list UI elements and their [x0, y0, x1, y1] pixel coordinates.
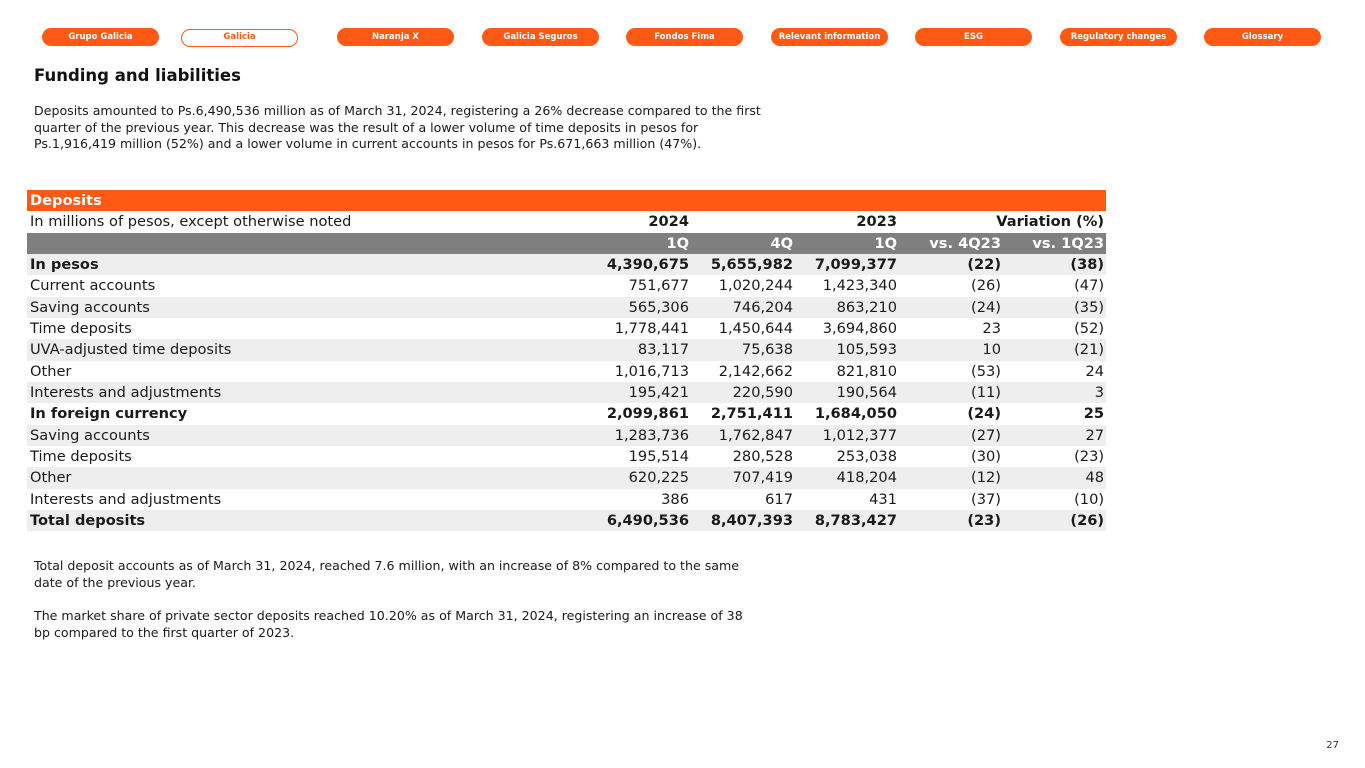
cell-value: (38) — [1003, 254, 1106, 275]
row-label: UVA-adjusted time deposits — [27, 339, 567, 360]
nav-tab-relevant-information[interactable]: Relevant information — [771, 28, 888, 46]
cell-value: 5,655,982 — [691, 254, 795, 275]
row-label: Interests and adjustments — [27, 382, 567, 403]
cell-value: 565,306 — [567, 297, 691, 318]
row-label: Time deposits — [30, 448, 132, 466]
cell-value: (10) — [1074, 490, 1105, 508]
cell-value: 386 — [661, 490, 689, 508]
table-units-row — [27, 211, 1106, 232]
cell-value: (35) — [1003, 297, 1106, 318]
row-label: Saving accounts — [27, 425, 567, 446]
cell-value: 25 — [1083, 405, 1105, 423]
cell-value: (47) — [1074, 277, 1105, 295]
deposits-table — [27, 190, 1106, 531]
cell-value: (52) — [1074, 320, 1105, 338]
nav-tab-naranja-x[interactable]: Naranja X — [337, 28, 454, 46]
table-row — [27, 446, 1106, 467]
cell-value: 2,099,861 — [606, 405, 689, 423]
cell-value: 751,677 — [628, 277, 689, 295]
year-2023-header: 2023 — [795, 211, 899, 232]
period-header: 4Q — [691, 233, 795, 254]
cell-value: (24) — [899, 297, 1003, 318]
row-label: Other — [30, 362, 72, 380]
table-row — [27, 382, 1106, 403]
cell-value: 1,778,441 — [614, 320, 689, 338]
period-header: 1Q — [567, 233, 691, 254]
row-label: Interests and adjustments — [30, 490, 222, 508]
nav-tab-esg[interactable]: ESG — [915, 28, 1032, 46]
table-title: Deposits — [27, 190, 1106, 211]
cell-value: 253,038 — [836, 448, 897, 466]
cell-value: 617 — [765, 490, 793, 508]
cell-value: 23 — [982, 320, 1001, 338]
cell-value: 1,684,050 — [814, 405, 897, 423]
cell-value: 821,810 — [836, 362, 897, 380]
nav-tab-grupo-galicia[interactable]: Grupo Galicia — [42, 28, 159, 46]
cell-value: 190,564 — [795, 382, 899, 403]
cell-value: (37) — [971, 490, 1001, 508]
nav-tab-galicia-seguros[interactable]: Galicia Seguros — [482, 28, 599, 46]
cell-value: 195,514 — [628, 448, 689, 466]
cell-value: 3 — [1003, 382, 1106, 403]
cell-value: 1,423,340 — [822, 277, 897, 295]
cell-value: 1,020,244 — [718, 277, 793, 295]
cell-value: 48 — [1003, 467, 1106, 488]
year-2024-header: 2024 — [567, 211, 691, 232]
cell-value: 3,694,860 — [822, 320, 897, 338]
table-row — [27, 339, 1106, 360]
table-row — [27, 275, 1106, 296]
row-label: Time deposits — [30, 320, 132, 338]
market-share-note: The market share of private sector deposits reached 10.20% as of March 31, 2024, registering an increase of 38 bp compared to the first quarter of 2023. — [34, 608, 743, 640]
cell-value: 746,204 — [691, 297, 795, 318]
cell-value: 8,783,427 — [795, 510, 899, 531]
cell-value: 1,450,644 — [718, 320, 793, 338]
cell-value: 83,117 — [567, 339, 691, 360]
cell-value: (26) — [1003, 510, 1106, 531]
table-period-row — [27, 233, 1106, 254]
cell-value: 75,638 — [691, 339, 795, 360]
cell-value: 27 — [1003, 425, 1106, 446]
cell-value: (26) — [971, 277, 1001, 295]
cell-value: 7,099,377 — [795, 254, 899, 275]
row-label: Saving accounts — [27, 297, 567, 318]
period-header: vs. 4Q23 — [899, 233, 1003, 254]
page-title: Funding and liabilities — [34, 66, 241, 85]
table-row — [27, 361, 1106, 382]
cell-value: 280,528 — [732, 448, 793, 466]
cell-value: 620,225 — [567, 467, 691, 488]
page-number: 27 — [1326, 740, 1339, 751]
table-row — [27, 425, 1106, 446]
cell-value: (30) — [971, 448, 1001, 466]
cell-value: 220,590 — [691, 382, 795, 403]
cell-value: 431 — [869, 490, 897, 508]
row-label: In foreign currency — [30, 405, 188, 423]
cell-value: (24) — [967, 405, 1001, 423]
cell-value: (23) — [1074, 448, 1105, 466]
table-row — [27, 403, 1106, 424]
cell-value: (12) — [899, 467, 1003, 488]
variation-header: Variation (%) — [899, 211, 1106, 232]
table-row — [27, 467, 1106, 488]
nav-tab-regulatory-changes[interactable]: Regulatory changes — [1060, 28, 1177, 46]
cell-value: 24 — [1085, 362, 1105, 380]
nav-tab-fondos-fima[interactable]: Fondos Fima — [626, 28, 743, 46]
cell-value: 1,016,713 — [614, 362, 689, 380]
nav-tab-glossary[interactable]: Glossary — [1204, 28, 1321, 46]
row-label: Current accounts — [30, 277, 156, 295]
row-label: Total deposits — [27, 510, 567, 531]
cell-value: 6,490,536 — [567, 510, 691, 531]
period-header: 1Q — [795, 233, 899, 254]
cell-value: (27) — [899, 425, 1003, 446]
nav-tab-galicia[interactable]: Galicia — [181, 29, 298, 47]
cell-value: 10 — [899, 339, 1003, 360]
cell-value: (53) — [971, 362, 1001, 380]
cell-value: 707,419 — [691, 467, 795, 488]
cell-value: (11) — [899, 382, 1003, 403]
table-units-label: In millions of pesos, except otherwise noted — [27, 211, 567, 232]
accounts-note: Total deposit accounts as of March 31, 2024, reached 7.6 million, with an increase of 8% compared to the same date of the previous year. — [34, 558, 740, 590]
cell-value: 4,390,675 — [567, 254, 691, 275]
table-row — [27, 318, 1106, 339]
cell-value: 1,012,377 — [795, 425, 899, 446]
cell-value: 863,210 — [795, 297, 899, 318]
cell-value: 2,142,662 — [718, 362, 793, 380]
cell-value: 418,204 — [795, 467, 899, 488]
cell-value: 8,407,393 — [691, 510, 795, 531]
row-label: Other — [27, 467, 567, 488]
cell-value: 195,421 — [567, 382, 691, 403]
cell-value: 1,762,847 — [691, 425, 795, 446]
table-row — [27, 254, 1106, 275]
row-label: In pesos — [27, 254, 567, 275]
table-title-row — [27, 190, 1106, 211]
cell-value: (22) — [899, 254, 1003, 275]
cell-value: (21) — [1003, 339, 1106, 360]
cell-value: 105,593 — [795, 339, 899, 360]
cell-value: 2,751,411 — [710, 405, 793, 423]
cell-value: 1,283,736 — [567, 425, 691, 446]
table-row — [27, 489, 1106, 510]
cell-value: (23) — [899, 510, 1003, 531]
intro-paragraph: Deposits amounted to Ps.6,490,536 million as of March 31, 2024, registering a 26% decrease compared to the first quarter of the previous year. This decrease was the result of a lower volume of time deposits in pesos for Ps.1,916,419 million (52%) and a lower volume in current accounts in pesos for Ps.671,663 million (47%). — [34, 103, 761, 151]
table-row — [27, 510, 1106, 531]
top-navigation — [42, 28, 1322, 48]
table-row — [27, 297, 1106, 318]
period-header: vs. 1Q23 — [1003, 233, 1106, 254]
